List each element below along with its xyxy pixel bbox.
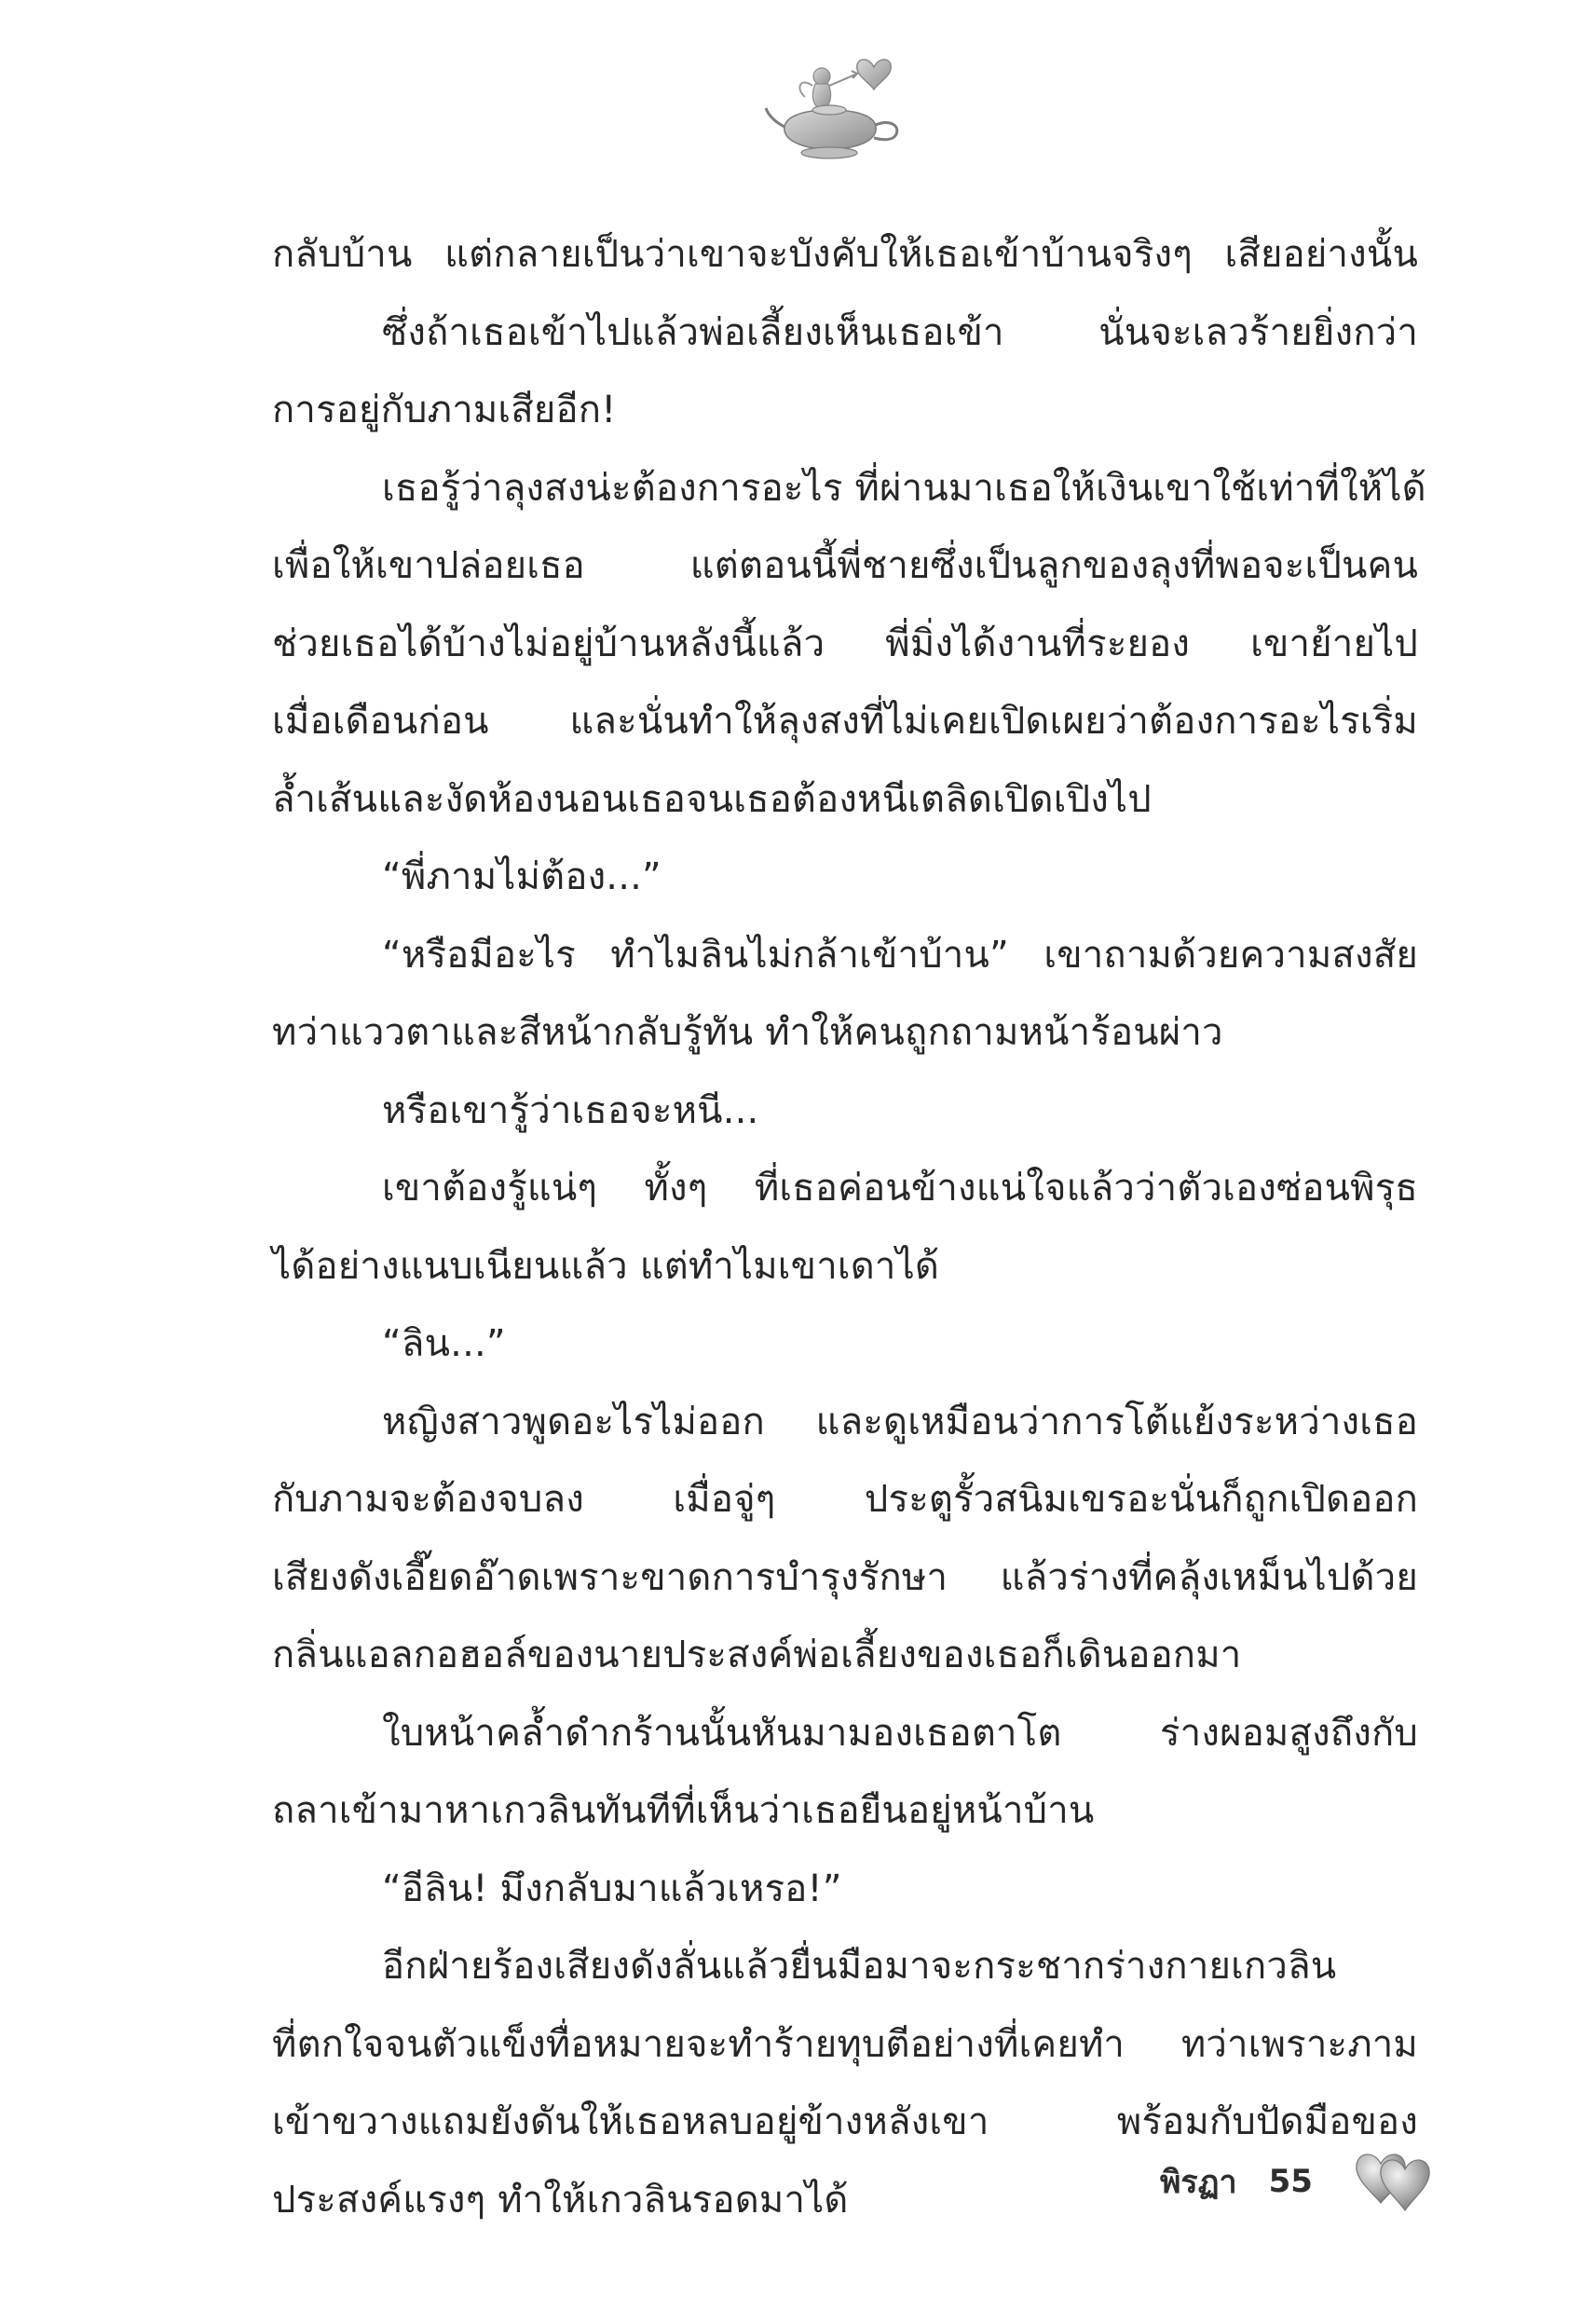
text-line: เธอรู้ว่าลุงสงน่ะต้องการอะไร ที่ผ่านมาเธอให้เงินเขาใช้เท่าที่ให้ได้ [382,466,1426,510]
text-line: ได้อย่างแนบเนียนแล้ว แต่ทำไมเขาเดาได้ [272,1244,940,1288]
text-line: หรือเขารู้ว่าเธอจะหนี... [382,1088,759,1132]
text-line: “ลิน...” [382,1322,506,1365]
author-name: พิรฏา [1160,2164,1237,2201]
text-line: กับภามจะต้องจบลง เมื่อจู่ๆ ประตูรั้วสนิมเขรอะนั่นก็ถูกเปิดออก [272,1478,1418,1521]
text-line: “พี่ภามไม่ต้อง...” [382,855,662,898]
text-body [272,216,1426,2239]
text-line: “อีลิน! มึงกลับมาแล้วเหรอ!” [382,1867,842,1910]
text-line: อีกฝ่ายร้องเสียงดังลั่นแล้วยื่นมือมาจะกระชากร่างกายเกวลิน [382,1945,1337,1988]
text-line: ช่วยเธอได้บ้างไม่อยู่บ้านหลังนี้แล้ว พี่มิ่งได้งานที่ระยอง เขาย้ายไป [272,622,1418,665]
text-line: หญิงสาวพูดอะไรไม่ออก และดูเหมือนว่าการโต้แย้งระหว่างเธอ [382,1400,1418,1443]
text-line: ประสงค์แรงๆ ทำให้เกวลินรอดมาได้ [272,2178,849,2222]
text-line: ซึ่งถ้าเธอเข้าไปแล้วพ่อเลี้ยงเห็นเธอเข้า นั่นจะเลวร้ายยิ่งกว่า [382,310,1418,354]
text-line: การอยู่กับภามเสียอีก! [272,389,617,431]
text-line: เข้าขวางแถมยังดันให้เธอหลบอยู่ข้างหลังเขา พร้อมกับปัดมือของ [272,2100,1418,2143]
double-heart-icon [1353,2145,1433,2216]
text-line: ที่ตกใจจนตัวแข็งทื่อหมายจะทำร้ายทุบตีอย่างที่เคยทำ ทว่าเพราะภาม [272,2022,1418,2066]
cupid-teapot-ornament-icon [764,48,913,170]
text-line: เพื่อให้เขาปล่อยเธอ แต่ตอนนี้พี่ชายซึ่งเป็นลูกของลุงที่พอจะเป็นคน [272,544,1418,587]
text-line: ล้ำเส้นและงัดห้องนอนเธอจนเธอต้องหนีเตลิดเปิดเปิงไป [272,777,1152,821]
text-line: ใบหน้าคล้ำดำกร้านนั้นหันมามองเธอตาโต ร่างผอมสูงถึงกับ [382,1711,1418,1755]
text-line: เมื่อเดือนก่อน และนั่นทำให้ลุงสงที่ไม่เคยเปิดเผยว่าต้องการอะไรเริ่ม [272,700,1418,743]
text-line: กลิ่นแอลกอฮอล์ของนายประสงค์พ่อเลี้ยงของเธอก็เดินออกมา [272,1634,1242,1676]
text-line: ทว่าแววตาและสีหน้ากลับรู้ทัน ทำให้คนถูกถามหน้าร้อนผ่าว [272,1011,1223,1054]
text-line: เสียงดังเอี๊ยดอ๊าดเพราะขาดการบำรุงรักษา แล้วร่างที่คลุ้งเหม็นไปด้วย [272,1555,1418,1599]
page-number: 55 [1268,2163,1313,2200]
text-line: เขาต้องรู้แน่ๆ ทั้งๆ ที่เธอค่อนข้างแน่ใจแล้วว่าตัวเองซ่อนพิรุธ [382,1167,1418,1210]
text-line: ถลาเข้ามาหาเกวลินทันทีที่เห็นว่าเธอยืนอยู่หน้าบ้าน [272,1789,1095,1832]
page-footer [1160,2149,1313,2214]
text-line: กลับบ้าน แต่กลายเป็นว่าเขาจะบังคับให้เธอเข้าบ้านจริงๆ เสียอย่างนั้น [272,233,1418,276]
text-line: “หรือมีอะไร ทำไมลินไม่กล้าเข้าบ้าน” เขาถามด้วยความสงสัย [382,933,1418,977]
